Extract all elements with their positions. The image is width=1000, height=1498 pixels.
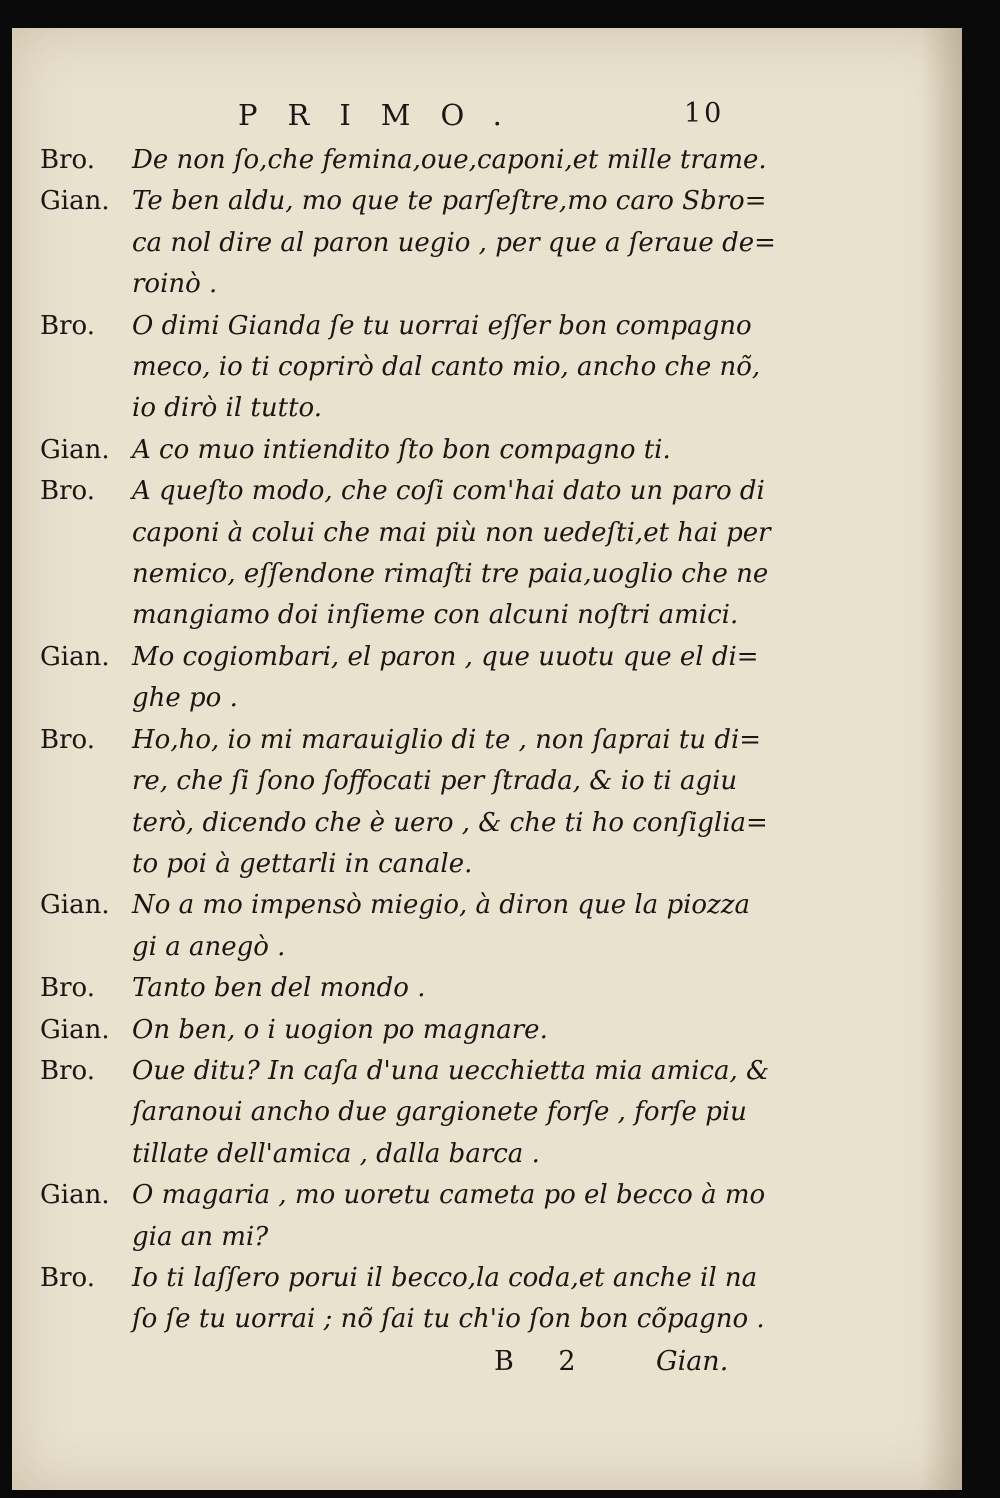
speaker-label: Bro. bbox=[40, 310, 95, 341]
speech bbox=[40, 306, 760, 430]
text-line: On ben, o i uogion po magnare. bbox=[132, 1014, 548, 1045]
text-line: O magaria , mo uoretu cameta po el becco à mo bbox=[132, 1180, 766, 1211]
speech-text bbox=[132, 1258, 765, 1341]
text-line: meco, io ti coprirò dal canto mio, ancho che nõ, bbox=[132, 352, 761, 383]
speech-text bbox=[132, 1051, 769, 1175]
page-number: 10 bbox=[684, 98, 725, 129]
speech-text bbox=[132, 885, 760, 968]
speech bbox=[40, 637, 760, 720]
speech-text bbox=[132, 430, 760, 471]
speaker-label: Bro. bbox=[40, 476, 95, 507]
text-line: gia an mi? bbox=[132, 1221, 269, 1252]
speech-text bbox=[132, 720, 768, 886]
speech bbox=[40, 1051, 770, 1175]
text-line: Ho,ho, io mi marauiglio di te , non ſaprai tu di= bbox=[132, 724, 762, 755]
speech bbox=[40, 720, 768, 886]
speaker-label: Gian. bbox=[40, 1180, 110, 1211]
text-line: ſaranoui ancho due gargionete forſe , forſe piu bbox=[132, 1097, 747, 1128]
text-line: Mo cogiombari, el paron , que uuotu que el di= bbox=[132, 641, 759, 672]
text-line: A co muo intiendito ſto bon compagno ti. bbox=[132, 434, 671, 465]
speech bbox=[40, 885, 760, 968]
text-line: terò, dicendo che è uero , & che ti ho conſiglia= bbox=[132, 807, 768, 838]
speech bbox=[40, 471, 771, 637]
speaker-label: Bro. bbox=[40, 724, 95, 755]
text-line: De non ſo,che femina,oue,caponi,et mille trame. bbox=[132, 145, 767, 175]
text-line: O dimi Gianda ſe tu uorrai eſſer bon compagno bbox=[132, 310, 752, 341]
text-line: gi a anegò . bbox=[132, 931, 286, 962]
speech-text bbox=[132, 1010, 760, 1051]
text-line: Te ben aldu, mo que te parſeſtre,mo caro Sbro= bbox=[132, 186, 767, 217]
text-line: A queſto modo, che coſi com'hai dato un paro di bbox=[132, 476, 765, 507]
speaker-label: Gian. bbox=[40, 434, 110, 465]
speech bbox=[40, 430, 760, 471]
speech-text bbox=[132, 306, 760, 430]
speech-text bbox=[132, 140, 767, 181]
speech bbox=[40, 140, 767, 181]
text-line: caponi à colui che mai più non uedeſti,et hai per bbox=[132, 517, 771, 548]
speaker-label: Bro. bbox=[40, 145, 95, 175]
catchword: Gian. bbox=[656, 1346, 729, 1377]
text-line: No a mo impensò miegio, à diron que la piozza bbox=[132, 890, 750, 921]
text-line: Oue ditu? In caſa d'una uecchietta mia amica, & bbox=[132, 1055, 770, 1086]
text-line: tillate dell'amica , dalla barca . bbox=[132, 1138, 540, 1169]
text-line: re, che ſi ſono ſoffocati per ſtrada, & io ti agiu bbox=[132, 766, 738, 797]
text-line: nemico, eſſendone rimaſti tre paia,uoglio che ne bbox=[132, 559, 769, 590]
text-line: io dirò il tutto. bbox=[132, 393, 322, 424]
text-line: to poi à gettarli in canale. bbox=[132, 848, 473, 879]
speaker-label: Gian. bbox=[40, 641, 110, 672]
speech bbox=[40, 1175, 766, 1258]
speech bbox=[40, 1258, 765, 1341]
speaker-label: Gian. bbox=[40, 186, 110, 217]
text-line: Io ti laſſero porui il becco,la coda,et anche il na bbox=[132, 1262, 758, 1293]
text-line: ghe po . bbox=[132, 683, 238, 714]
dialogue-text bbox=[40, 140, 776, 1341]
speech-text bbox=[132, 181, 776, 305]
text-line: mangiamo doi inſieme con alcuni noſtri amici. bbox=[132, 600, 739, 631]
page-footer bbox=[12, 1346, 962, 1386]
speaker-label: Bro. bbox=[40, 973, 95, 1004]
speaker-label: Bro. bbox=[40, 1262, 95, 1293]
speaker-label: Bro. bbox=[40, 1055, 95, 1086]
speaker-label: Gian. bbox=[40, 890, 110, 921]
speech-text bbox=[132, 968, 760, 1009]
speech-text bbox=[132, 471, 771, 637]
speech-text bbox=[132, 1175, 765, 1258]
speech bbox=[40, 1010, 760, 1051]
speech-text bbox=[132, 637, 760, 720]
running-head: PRIMO. bbox=[238, 98, 532, 132]
speech bbox=[40, 968, 760, 1009]
text-line: ca nol dire al paron uegio , per que a ſeraue de= bbox=[132, 227, 776, 258]
text-line: Tanto ben del mondo . bbox=[132, 973, 426, 1004]
speaker-label: Gian. bbox=[40, 1014, 110, 1045]
book-page bbox=[12, 28, 962, 1490]
signature-mark: B 2 bbox=[494, 1346, 594, 1377]
text-line: roinò . bbox=[132, 269, 218, 300]
page-header bbox=[12, 98, 962, 138]
text-line: ſo ſe tu uorrai ; nõ ſai tu ch'io ſon bon cõpagno . bbox=[132, 1304, 765, 1335]
speech bbox=[40, 181, 776, 305]
